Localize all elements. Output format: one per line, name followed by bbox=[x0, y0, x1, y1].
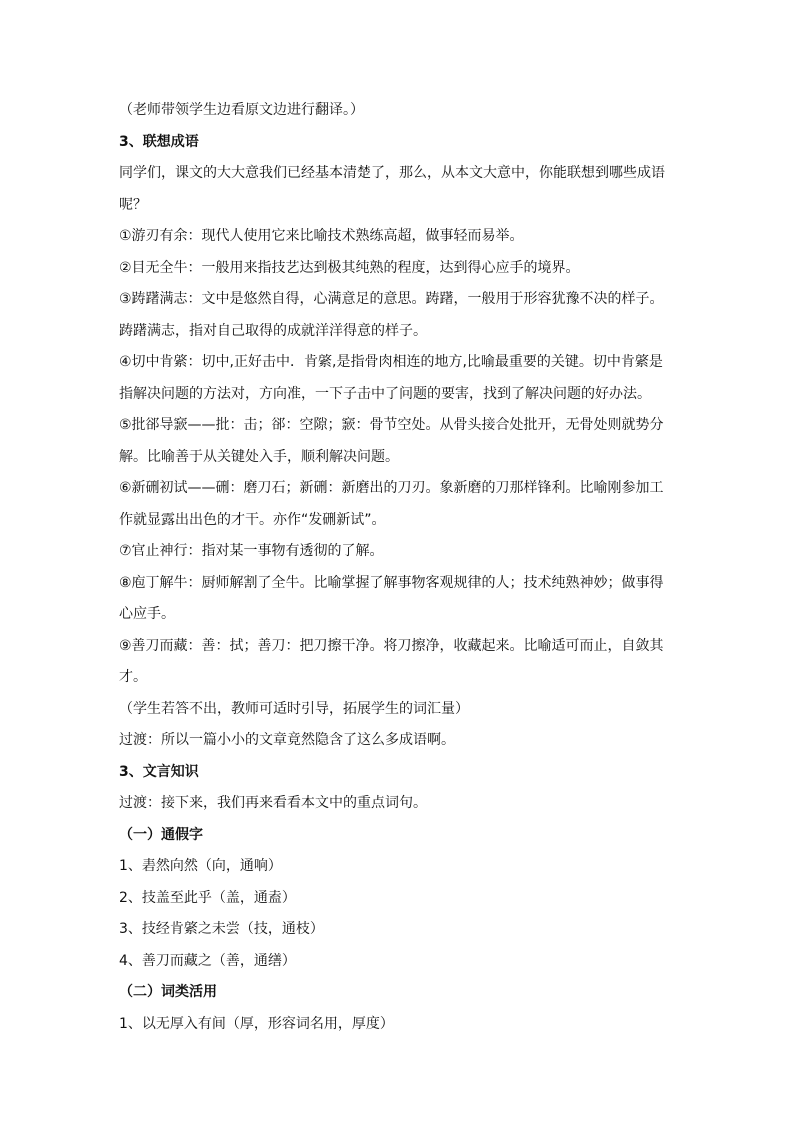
list-item: 1、以无厚入有间（厚，形容词名用，厚度） bbox=[119, 1015, 394, 1032]
section-heading: 3、文言知识 bbox=[119, 763, 199, 780]
subsection-heading: （二）词类活用 bbox=[119, 984, 217, 1000]
idiom-item-continued: 才。 bbox=[119, 669, 147, 685]
list-item: 3、技经肯綮之未尝（技，通枝） bbox=[119, 921, 324, 937]
idiom-item: ⑥新硎初试——硎：磨刀石；新硎：新磨出的刀刃。象新磨的刀那样锋利。比喻刚参加工 bbox=[119, 480, 664, 496]
idiom-item: ⑤批郤导窾——批：击；郤：空隙；窾：骨节空处。从骨头接合处批开，无骨处则就势分 bbox=[119, 417, 664, 433]
idiom-item: ④切中肯綮：切中,正好击中．肯綮,是指骨肉相连的地方,比喻最重要的关键。切中肯綮是 bbox=[119, 354, 663, 370]
idiom-item-continued: 心应手。 bbox=[119, 606, 175, 622]
list-item: 4、善刀而藏之（善，通缮） bbox=[119, 952, 296, 969]
idiom-item: ③踌躇满志：文中是悠然自得，心满意足的意思。踌躇，一般用于形容犹豫不决的样子。 bbox=[119, 291, 664, 307]
idiom-item: ⑧庖丁解牛：厨师解割了全牛。比喻掌握了解事物客观规律的人；技术纯熟神妙；做事得 bbox=[119, 574, 664, 591]
text-line: （老师带领学生边看原文边进行翻译。） bbox=[119, 102, 364, 118]
idiom-item: ②目无全牛：一般用来指技艺达到极其纯熟的程度，达到得心应手的境界。 bbox=[119, 259, 580, 276]
text-line: （学生若答不出，教师可适时引导，拓展学生的词汇量） bbox=[119, 700, 469, 717]
text-line: 过渡：接下来，我们再来看看本文中的重点词句。 bbox=[119, 795, 427, 811]
idiom-item-continued: 解。比喻善于从关键处入手，顺利解决问题。 bbox=[119, 448, 399, 465]
list-item: 2、技盖至此乎（盖，通盍） bbox=[119, 889, 296, 906]
text-line: 同学们，课文的大大意我们已经基本清楚了，那么，从本文大意中，你能联想到哪些成语 bbox=[119, 165, 665, 181]
list-item: 1、砉然向然（向，通响） bbox=[119, 858, 282, 874]
subsection-heading: （一）通假字 bbox=[119, 826, 203, 843]
idiom-item: ⑨善刀而藏：善：拭；善刀：把刀擦干净。将刀擦净，收藏起来。比喻适可而止，自敛其 bbox=[119, 637, 664, 654]
text-line: 过渡：所以一篇小小的文章竟然隐含了这么多成语啊。 bbox=[119, 732, 455, 748]
text-line: 呢？ bbox=[119, 196, 147, 213]
idiom-item-continued: 踌躇满志，指对自己取得的成就洋洋得意的样子。 bbox=[119, 322, 427, 339]
idiom-item-continued: 作就显露出出色的才干。亦作“发硎新试”。 bbox=[119, 511, 386, 528]
idiom-item-continued: 指解决问题的方法对，方向准，一下子击中了问题的要害，找到了解决问题的好办法。 bbox=[119, 385, 651, 402]
idiom-item: ⑦官止神行：指对某一事物有透彻的了解。 bbox=[119, 543, 384, 559]
idiom-item: ①游刃有余：现代人使用它来比喻技术熟练高超，做事轻而易举。 bbox=[119, 228, 524, 244]
section-heading: 3、联想成语 bbox=[119, 133, 199, 150]
document-page bbox=[119, 95, 677, 1040]
